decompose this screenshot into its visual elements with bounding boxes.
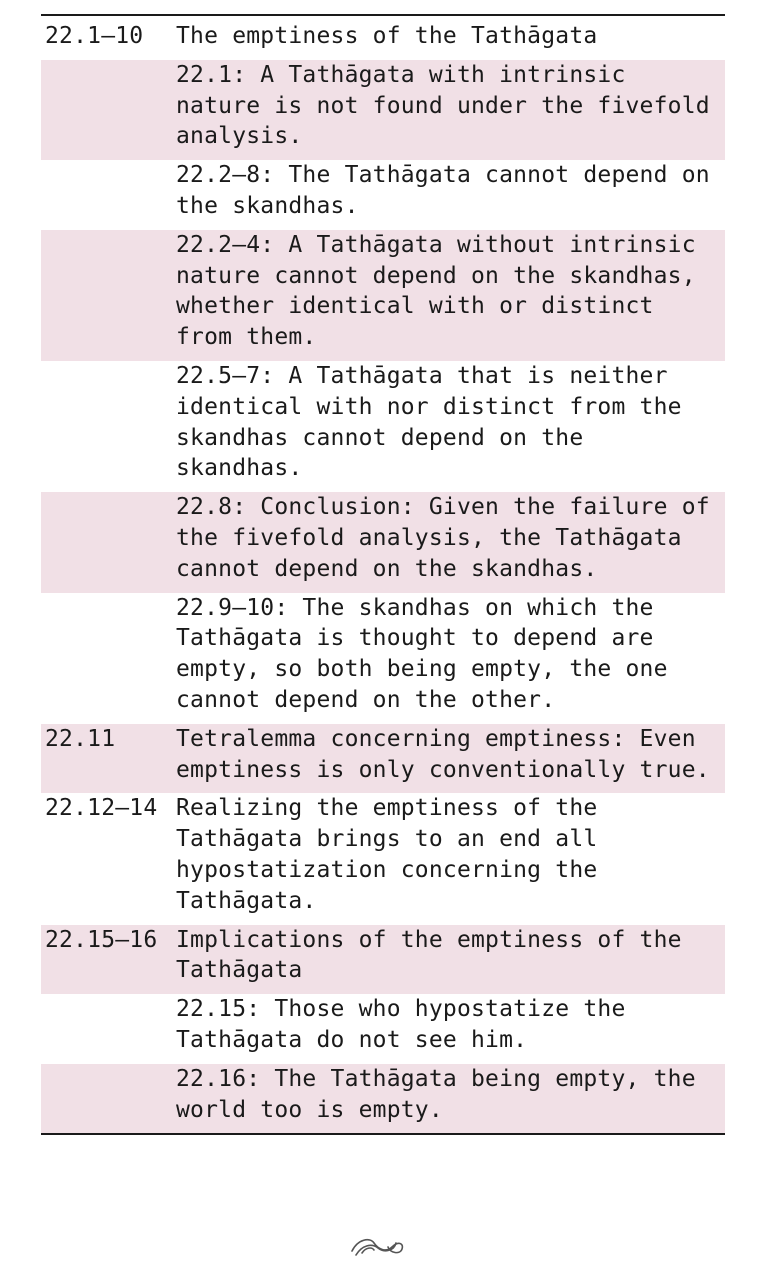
outline-row-22-15	[41, 994, 725, 1064]
row-summary: 22.2–4: A Tathāgata without intrinsic nature cannot depend on the skandhas, whether identical with or distinct from them.	[176, 231, 696, 351]
row-reference: 22.11	[45, 725, 116, 752]
outline-row-22-2-4	[41, 230, 725, 361]
row-heading: Tetralemma concerning emptiness: Even emptiness is only conventionally true.	[176, 725, 710, 783]
outline-table	[41, 14, 725, 1135]
row-summary: 22.16: The Tathāgata being empty, the world too is empty.	[176, 1065, 696, 1123]
row-summary: 22.5–7: A Tathāgata that is neither identical with nor distinct from the skandhas cannot depend on the skandhas.	[176, 362, 682, 482]
outline-row-22-2-8	[41, 160, 725, 230]
row-summary: 22.2–8: The Tathāgata cannot depend on the skandhas.	[176, 162, 710, 219]
flourish-ornament-icon	[348, 1231, 408, 1261]
row-summary: 22.15: Those who hypostatize the Tathāgata do not see him.	[176, 996, 626, 1053]
outline-row-22-9-10	[41, 593, 725, 724]
row-heading: Implications of the emptiness of the Tathāgata	[176, 926, 682, 984]
row-summary: 22.8: Conclusion: Given the failure of the fivefold analysis, the Tathāgata cannot depend on the skandhas.	[176, 494, 710, 582]
row-heading: The emptiness of the Tathāgata	[176, 23, 598, 49]
outline-row-22-8	[41, 492, 725, 592]
row-summary: 22.9–10: The skandhas on which the Tathāgata is thought to depend are empty, so both being empty, the one cannot depend on the other.	[176, 594, 668, 713]
outline-row-22-16	[41, 1064, 725, 1134]
row-reference: 22.1–10	[45, 23, 144, 49]
row-reference: 22.12–14	[45, 795, 158, 822]
outline-row-22-1-10	[41, 16, 725, 60]
row-heading: Realizing the emptiness of the Tathāgata brings to an end all hypostatization concerning the Tathāgata.	[176, 795, 598, 914]
outline-row-22-12-14	[41, 793, 725, 924]
outline-row-22-15-16	[41, 925, 725, 995]
outline-row-22-5-7	[41, 361, 725, 492]
outline-row-22-11	[41, 724, 725, 794]
row-reference: 22.15–16	[45, 926, 158, 953]
outline-row-22-1	[41, 60, 725, 160]
row-summary: 22.1: A Tathāgata with intrinsic nature is not found under the fivefold analysis.	[176, 61, 710, 150]
